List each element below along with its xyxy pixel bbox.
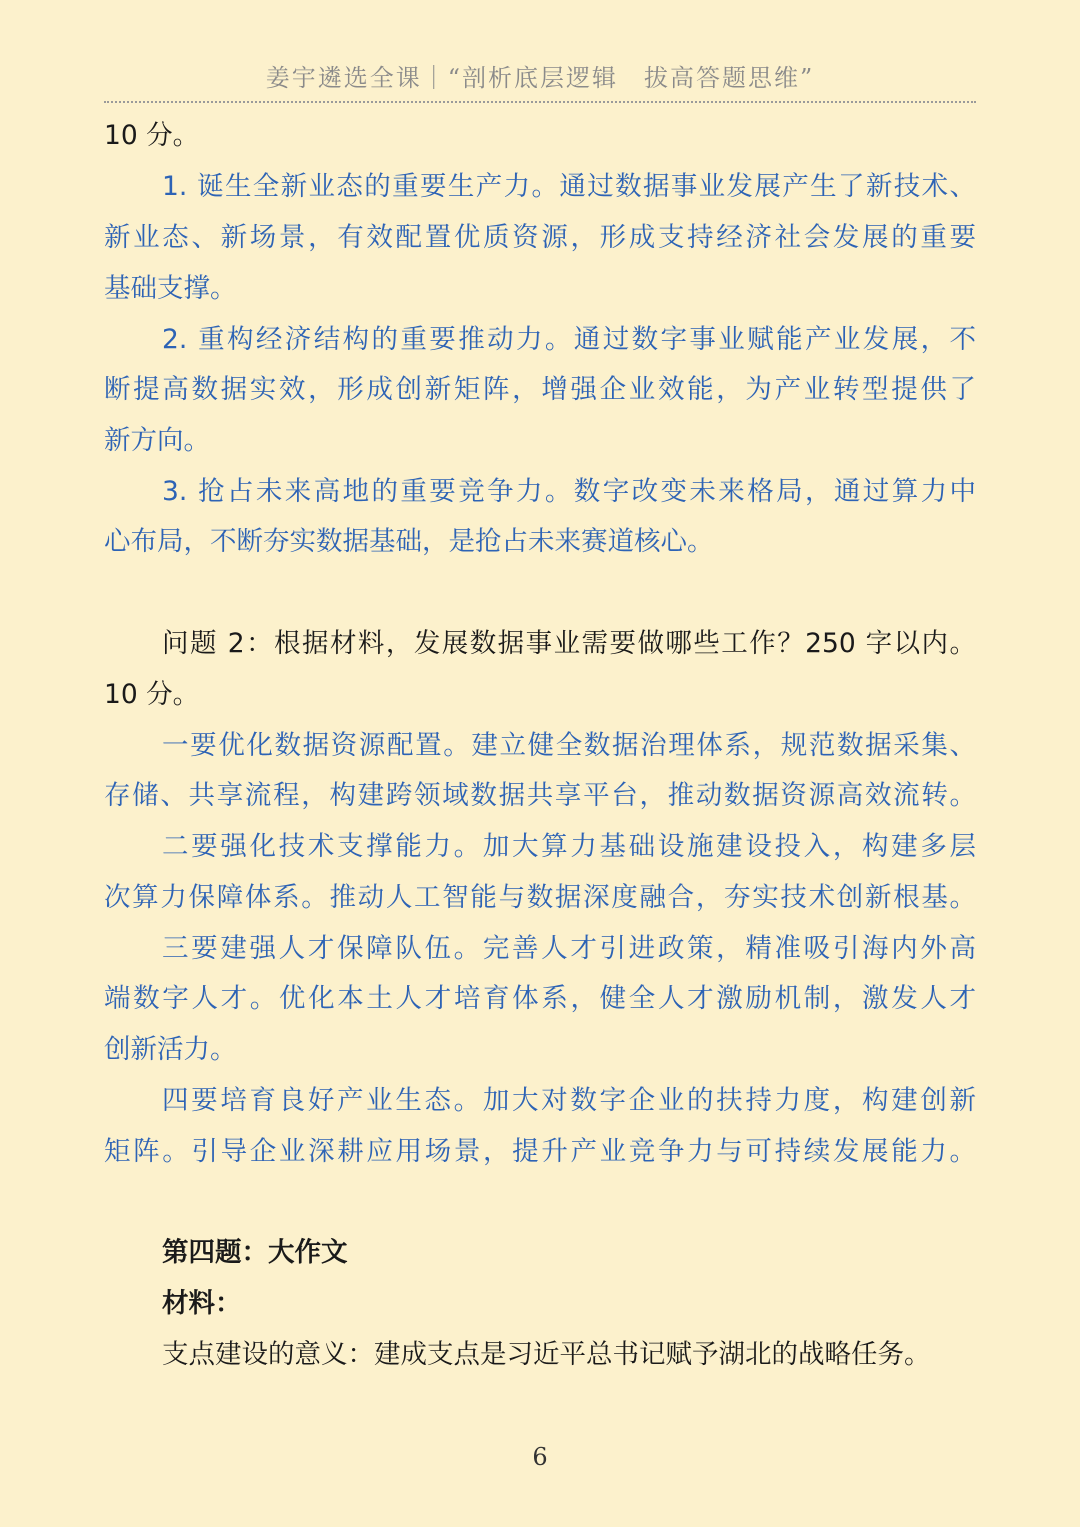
q1-score-tail: 10 分。 bbox=[104, 120, 200, 151]
page-number: 6 bbox=[532, 1443, 548, 1471]
answer-line: 次算力保障体系。推动人工智能与数据深度融合，夯实技术创新根基。 bbox=[104, 882, 976, 913]
material-text: 支点建设的意义：建成支点是习近平总书记赋予湖北的战略任务。 bbox=[162, 1339, 931, 1370]
question-2-score: 10 分。 bbox=[104, 679, 200, 710]
answer-line: 3. 抢占未来高地的重要竞争力。数字改变未来格局，通过算力中 bbox=[162, 476, 976, 507]
answer-line: 四要培育良好产业生态。加大对数字企业的扶持力度，构建创新 bbox=[162, 1085, 976, 1116]
answer-line: 矩阵。引导企业深耕应用场景，提升产业竞争力与可持续发展能力。 bbox=[104, 1136, 976, 1167]
answer-line: 一要优化数据资源配置。建立健全数据治理体系，规范数据采集、 bbox=[162, 730, 976, 761]
answer-line: 新方向。 bbox=[104, 425, 210, 456]
answer-line: 端数字人才。优化本土人才培育体系，健全人才激励机制，激发人才 bbox=[104, 983, 976, 1014]
question-4-title: 第四题：大作文 bbox=[162, 1237, 348, 1268]
answer-line: 创新活力。 bbox=[104, 1034, 237, 1065]
answer-line: 断提高数据实效，形成创新矩阵，增强企业效能，为产业转型提供了 bbox=[104, 374, 976, 405]
header-divider bbox=[104, 101, 976, 103]
answer-line: 1. 诞生全新业态的重要生产力。通过数据事业发展产生了新技术、 bbox=[162, 171, 976, 202]
answer-line: 心布局，不断夯实数据基础，是抢占未来赛道核心。 bbox=[104, 526, 714, 557]
answer-line: 二要强化技术支撑能力。加大算力基础设施建设投入，构建多层 bbox=[162, 831, 976, 862]
question-2-text: 问题 2：根据材料，发展数据事业需要做哪些工作？250 字以内。 bbox=[162, 628, 976, 659]
answer-line: 三要建强人才保障队伍。完善人才引进政策，精准吸引海内外高 bbox=[162, 933, 976, 964]
answer-line: 基础支撑。 bbox=[104, 273, 237, 304]
answer-line: 存储、共享流程，构建跨领域数据共享平台，推动数据资源高效流转。 bbox=[104, 780, 976, 811]
page-header: 姜宇遴选全课｜“剖析底层逻辑 拔高答题思维” bbox=[265, 64, 815, 92]
answer-line: 2. 重构经济结构的重要推动力。通过数字事业赋能产业发展，不 bbox=[162, 324, 976, 355]
answer-line: 新业态、新场景，有效配置优质资源，形成支持经济社会发展的重要 bbox=[104, 222, 976, 253]
material-label: 材料： bbox=[162, 1288, 242, 1319]
